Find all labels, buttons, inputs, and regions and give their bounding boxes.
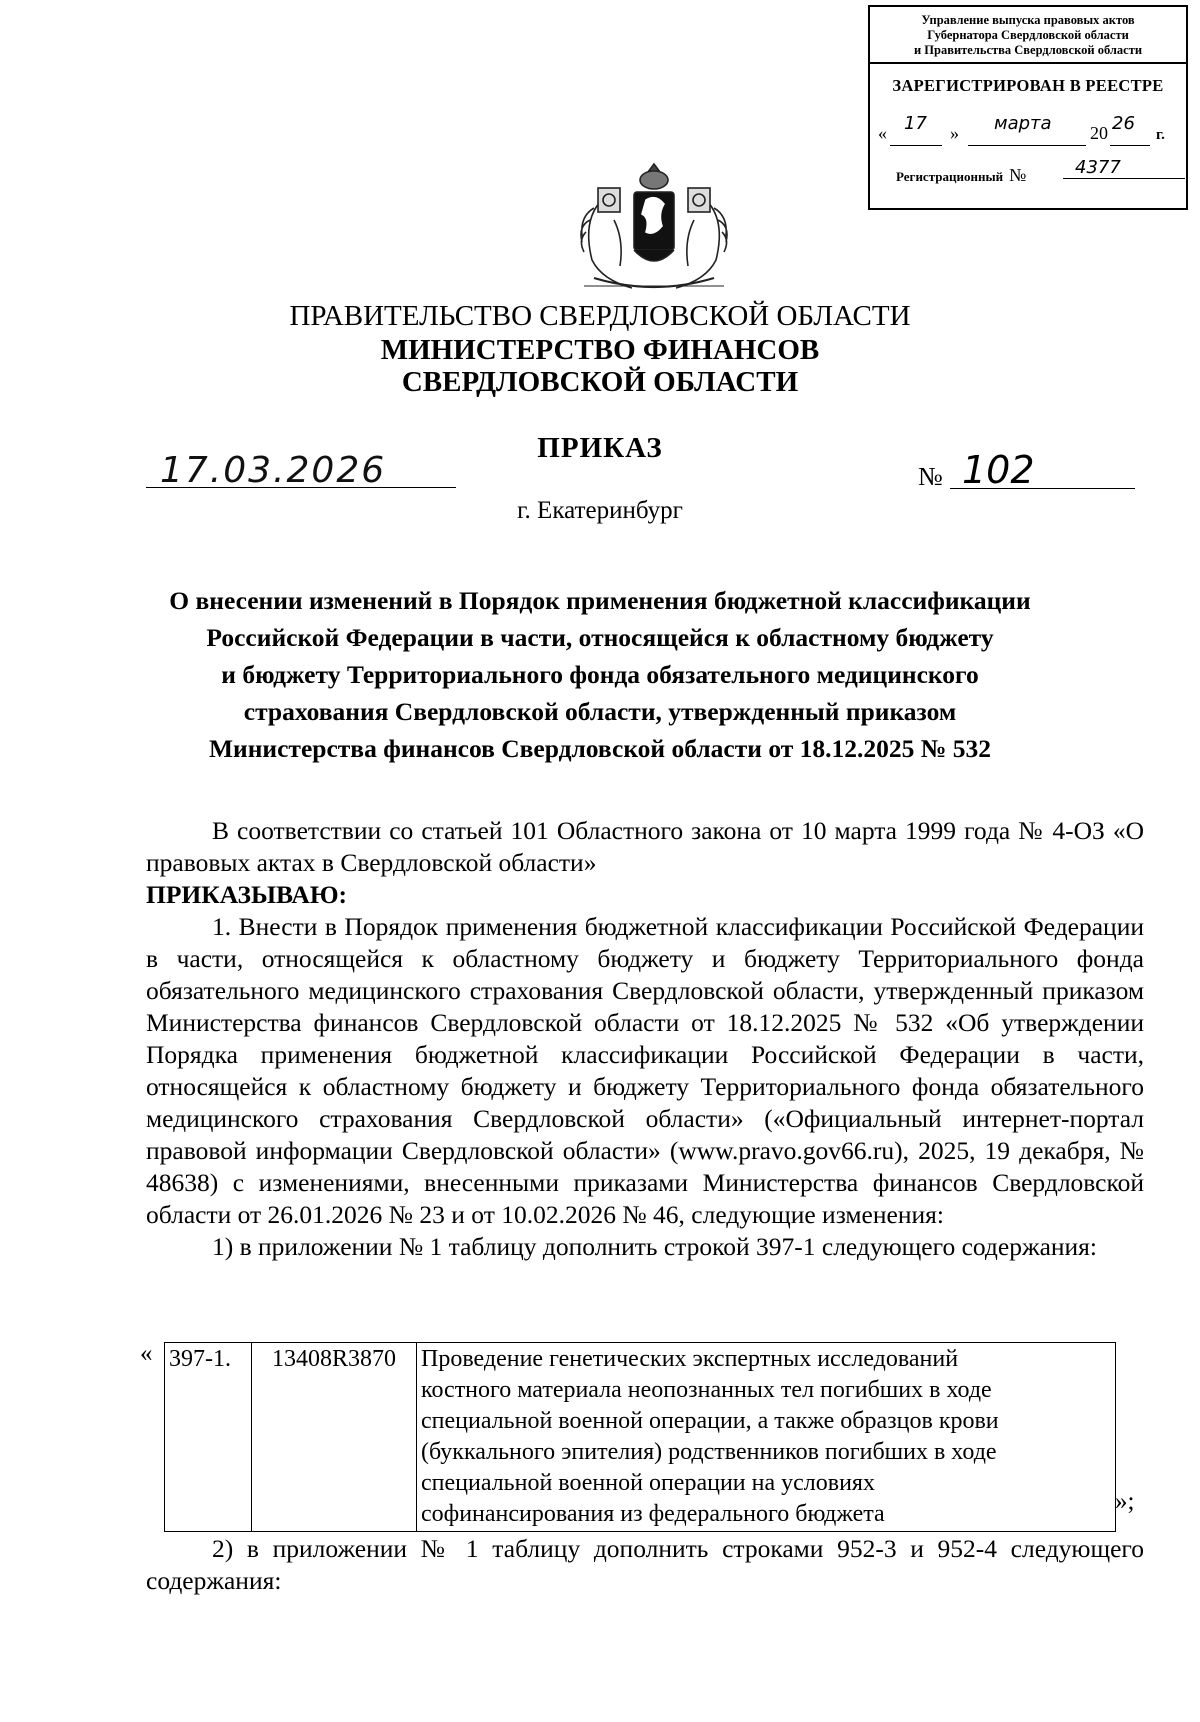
row-number-cell: 397-1. xyxy=(165,1343,252,1532)
ministry-heading-line2: СВЕРДЛОВСКОЙ ОБЛАСТИ xyxy=(401,366,799,398)
government-heading: ПРАВИТЕЛЬСТВО СВЕРДЛОВСКОЙ ОБЛАСТИ xyxy=(289,300,911,332)
title-line: страхования Свердловской области, утвержденный приказом xyxy=(243,697,957,726)
subitem-1-paragraph: 1) в приложении № 1 таблицу дополнить строкой 397-1 следующего содержания: xyxy=(212,1232,1097,1261)
number-sign: № xyxy=(918,462,943,491)
row-text-line: специальной военной операции на условиях xyxy=(421,1470,875,1496)
row-text-line: специальной военной операции, а также образцов крови xyxy=(421,1408,999,1434)
title-line: Российской Федерации в части, относящейся к областному бюджету xyxy=(206,623,994,652)
stamp-header-line: Губернатора Свердловской области xyxy=(927,28,1129,42)
title-line: Министерства финансов Свердловской области от 18.12.2025 № 532 xyxy=(208,734,992,763)
stamp-registered-label: ЗАРЕГИСТРИРОВАН В РЕЕСТРЕ xyxy=(892,76,1164,95)
stamp-year-unit: г. xyxy=(1156,127,1165,143)
inserted-row-block xyxy=(140,1340,1150,1527)
coat-of-arms-icon xyxy=(554,160,754,300)
stamp-quote-open: « xyxy=(878,123,887,143)
stamp-quote-close: » xyxy=(950,123,959,143)
table-row xyxy=(165,1343,1116,1532)
document-title xyxy=(150,582,1050,767)
stamp-reg-number: 4377 xyxy=(1063,157,1185,179)
stamp-header xyxy=(870,7,1186,64)
row-text-line: Проведение генетических экспертных исследований xyxy=(421,1346,959,1372)
city: г. Екатеринбург xyxy=(517,497,683,524)
title-line: О внесении изменений в Порядок применения бюджетной классификации xyxy=(169,586,1031,615)
document-body xyxy=(146,815,1144,1263)
order-word: ПРИКАЗЫВАЮ: xyxy=(146,880,348,909)
stamp-year-prefix: 20 xyxy=(1090,123,1108,143)
order-number: 102 xyxy=(962,448,1035,492)
row-text-line: софинансирования из федерального бюджета xyxy=(421,1501,885,1527)
inserted-row-table xyxy=(164,1342,1116,1532)
document-type: ПРИКАЗ xyxy=(537,432,663,464)
preamble-paragraph: В соответствии со статьей 101 Областного закона от 10 марта 1999 года № 4-ОЗ «О правовых актах в Свердловской области» xyxy=(146,816,1144,877)
row-text-line: костного материала неопознанных тел погибших в ходе xyxy=(421,1377,992,1403)
stamp-reg-label: Регистрационный xyxy=(896,169,1004,184)
stamp-date xyxy=(878,113,1182,149)
stamp-year-suffix: 26 xyxy=(1112,113,1135,134)
open-quote: « xyxy=(140,1340,153,1367)
registration-stamp xyxy=(868,5,1188,210)
title-line: и бюджету Территориального фонда обязательного медицинского xyxy=(221,660,979,689)
stamp-reg-sign: № xyxy=(1009,165,1027,185)
stamp-day: 17 xyxy=(904,113,927,134)
stamp-header-line: и Правительства Свердловской области xyxy=(913,43,1143,57)
item-1-paragraph: 1. Внести в Порядок применения бюджетной классификации Российской Федерации в части, относящейся к областному бюджету и бюджету Территориального фонда обязательного медицинского страхования Свердловской области, утвержденный приказом Министерства финансов Свердловской области от 18.12.2025 № 532 «Об утверждении Порядка применения бюджетной классификации Российской Федерации в части, относящейся к областному бюджету и бюджету Территориального фонда обязательного медицинского страхования Свердловской области» («Официальный интернет-портал правовой информации Свердловской области» (www.pravo.gov66.ru), 2025, 19 декабря, № 48638) с изменениями, внесенными приказами Министерства финансов Свердловской области от 26.01.2026 № 23 и от 10.02.2026 № 46, следующие изменения: xyxy=(146,912,1144,1229)
stamp-month: марта xyxy=(994,113,1052,134)
row-code-cell: 13408R3870 xyxy=(252,1343,417,1532)
subitem-2-paragraph: 2) в приложении № 1 таблицу дополнить строками 952-3 и 952-4 следующего содержания: xyxy=(146,1534,1144,1595)
ministry-heading-line1: МИНИСТЕРСТВО ФИНАНСОВ xyxy=(380,334,820,366)
row-text-line: (буккального эпителия) родственников погибших в ходе xyxy=(421,1439,997,1465)
order-date: 17.03.2026 xyxy=(160,450,387,491)
document-body-continued xyxy=(146,1533,1144,1597)
row-text-cell xyxy=(417,1343,1116,1532)
stamp-header-line: Управление выпуска правовых актов xyxy=(921,13,1135,27)
close-quote: »; xyxy=(1115,1488,1135,1515)
stamp-reg-number-row xyxy=(896,157,1121,186)
